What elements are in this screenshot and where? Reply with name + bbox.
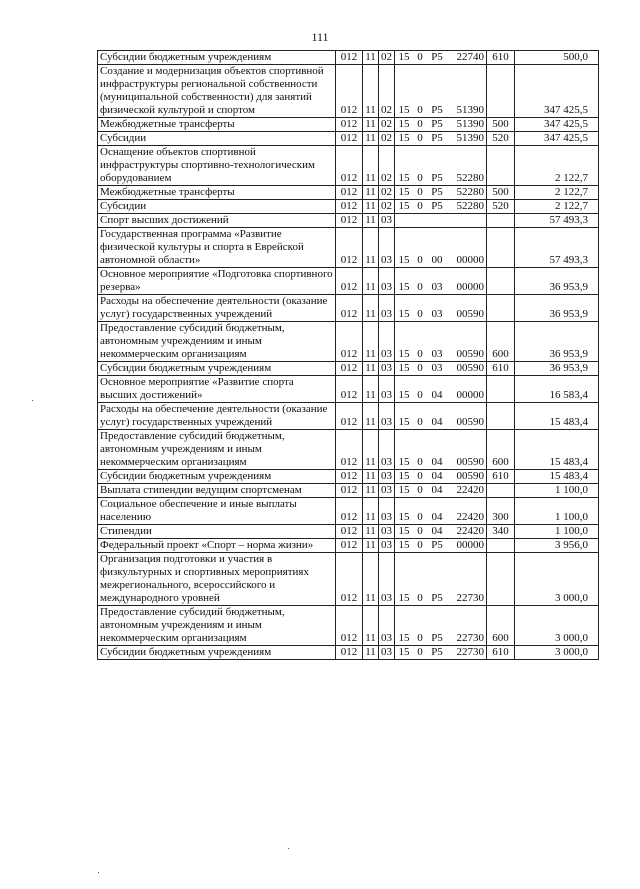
admin-code-cell: 012: [336, 403, 363, 430]
subsection-code-cell: 03: [379, 362, 395, 376]
target-article-part: 15: [398, 632, 410, 644]
target-article-part: 0: [417, 456, 423, 468]
subsection-code-cell: 02: [379, 132, 395, 146]
target-article-part: 15: [398, 200, 410, 212]
expense-type-cell: 300: [487, 498, 515, 525]
admin-code-cell: 012: [336, 606, 363, 646]
target-article-part: 22420: [456, 525, 484, 537]
expense-type-cell: 520: [487, 200, 515, 214]
table-row: [98, 295, 599, 322]
target-article-cell: [395, 606, 487, 646]
target-article-part: 22740: [456, 51, 484, 63]
expense-type-cell: [487, 403, 515, 430]
target-article-part: 52280: [456, 186, 484, 198]
target-article-part: 15: [398, 539, 410, 551]
target-article-part: 00000: [456, 389, 484, 401]
target-article-cell: [395, 214, 487, 228]
target-article-part: 15: [398, 525, 410, 537]
target-article-part: 0: [417, 132, 423, 144]
section-code-cell: 11: [363, 146, 379, 186]
target-article-part: 00000: [456, 254, 484, 266]
expense-name-cell: Создание и модернизация объектов спортивной инфраструктуры региональной собственности (муниципальной собственности) для занятий физической культурой и спортом: [98, 65, 336, 118]
subsection-code-cell: 03: [379, 484, 395, 498]
target-article-cell: [395, 403, 487, 430]
target-article-cell: [395, 132, 487, 146]
expense-type-cell: [487, 214, 515, 228]
expense-type-cell: [487, 65, 515, 118]
target-article-part: 22730: [456, 592, 484, 604]
amount-cell: 36 953,9: [515, 268, 599, 295]
target-article-part: 0: [417, 281, 423, 293]
target-article-part: 04: [431, 470, 443, 482]
target-article-cell: [395, 376, 487, 403]
expense-name-cell: Расходы на обеспечение деятельности (оказание услуг) государственных учреждений: [98, 295, 336, 322]
section-code-cell: 11: [363, 186, 379, 200]
subsection-code-cell: 03: [379, 268, 395, 295]
subsection-code-cell: 02: [379, 65, 395, 118]
subsection-code-cell: 03: [379, 606, 395, 646]
target-article-part: 03: [431, 308, 443, 320]
table-row: [98, 132, 599, 146]
admin-code-cell: 012: [336, 146, 363, 186]
target-article-part: 15: [398, 456, 410, 468]
expense-name-cell: Субсидии бюджетным учреждениям: [98, 646, 336, 660]
table-row: [98, 118, 599, 132]
target-article-part: 00590: [456, 416, 484, 428]
target-article-part: 15: [398, 308, 410, 320]
subsection-code-cell: 02: [379, 186, 395, 200]
target-article-part: 51390: [456, 118, 484, 130]
expense-type-cell: 600: [487, 430, 515, 470]
target-article-part: 15: [398, 646, 410, 658]
amount-cell: 3 000,0: [515, 553, 599, 606]
expense-type-cell: [487, 146, 515, 186]
target-article-cell: [395, 228, 487, 268]
target-article-part: 0: [417, 511, 423, 523]
target-article-part: 0: [417, 592, 423, 604]
table-row: [98, 606, 599, 646]
target-article-part: 03: [431, 362, 443, 374]
admin-code-cell: 012: [336, 65, 363, 118]
admin-code-cell: 012: [336, 295, 363, 322]
admin-code-cell: 012: [336, 118, 363, 132]
target-article-part: 00590: [456, 308, 484, 320]
amount-cell: 57 493,3: [515, 228, 599, 268]
amount-cell: 347 425,5: [515, 132, 599, 146]
expense-name-cell: Предоставление субсидий бюджетным, автономным учреждениям и иным некоммерческим организациям: [98, 322, 336, 362]
section-code-cell: 11: [363, 484, 379, 498]
target-article-part: 0: [417, 51, 423, 63]
target-article-part: 0: [417, 539, 423, 551]
table-row: [98, 200, 599, 214]
admin-code-cell: 012: [336, 470, 363, 484]
table-row: [98, 403, 599, 430]
admin-code-cell: 012: [336, 200, 363, 214]
expense-name-cell: Субсидии: [98, 200, 336, 214]
target-article-cell: [395, 646, 487, 660]
amount-cell: 15 483,4: [515, 470, 599, 484]
table-row: [98, 646, 599, 660]
section-code-cell: 11: [363, 65, 379, 118]
target-article-part: 0: [417, 254, 423, 266]
amount-cell: 347 425,5: [515, 65, 599, 118]
amount-cell: 3 000,0: [515, 646, 599, 660]
amount-cell: 347 425,5: [515, 118, 599, 132]
section-code-cell: 11: [363, 539, 379, 553]
expense-name-cell: Субсидии бюджетным учреждениям: [98, 362, 336, 376]
expense-name-cell: Субсидии бюджетным учреждениям: [98, 470, 336, 484]
target-article-part: 0: [417, 200, 423, 212]
expense-type-cell: 520: [487, 132, 515, 146]
target-article-part: 0: [417, 416, 423, 428]
subsection-code-cell: 03: [379, 498, 395, 525]
admin-code-cell: 012: [336, 646, 363, 660]
target-article-part: 03: [431, 281, 443, 293]
target-article-part: P5: [431, 646, 443, 658]
target-article-part: 00: [431, 254, 443, 266]
section-code-cell: 11: [363, 214, 379, 228]
amount-cell: 1 100,0: [515, 525, 599, 539]
section-code-cell: 11: [363, 498, 379, 525]
section-code-cell: 11: [363, 200, 379, 214]
admin-code-cell: 012: [336, 376, 363, 403]
target-article-part: 22420: [456, 484, 484, 496]
target-article-part: 15: [398, 51, 410, 63]
target-article-part: 00000: [456, 539, 484, 551]
expense-type-cell: 610: [487, 470, 515, 484]
scan-speck: [98, 872, 99, 873]
expense-type-cell: [487, 484, 515, 498]
target-article-part: 04: [431, 456, 443, 468]
target-article-cell: [395, 430, 487, 470]
admin-code-cell: 012: [336, 498, 363, 525]
expense-name-cell: Расходы на обеспечение деятельности (оказание услуг) государственных учреждений: [98, 403, 336, 430]
target-article-part: 00590: [456, 348, 484, 360]
expense-name-cell: Социальное обеспечение и иные выплаты населению: [98, 498, 336, 525]
target-article-cell: [395, 51, 487, 65]
target-article-part: 15: [398, 416, 410, 428]
table-row: [98, 525, 599, 539]
target-article-cell: [395, 553, 487, 606]
target-article-part: 15: [398, 118, 410, 130]
target-article-part: P5: [431, 51, 443, 63]
subsection-code-cell: 03: [379, 228, 395, 268]
admin-code-cell: 012: [336, 214, 363, 228]
table-row: [98, 553, 599, 606]
target-article-part: 0: [417, 104, 423, 116]
subsection-code-cell: 02: [379, 51, 395, 65]
expense-name-cell: Стипендии: [98, 525, 336, 539]
target-article-part: P5: [431, 104, 443, 116]
expense-type-cell: [487, 553, 515, 606]
table-row: [98, 268, 599, 295]
target-article-cell: [395, 539, 487, 553]
expense-name-cell: Субсидии бюджетным учреждениям: [98, 51, 336, 65]
target-article-part: 15: [398, 389, 410, 401]
table-row: [98, 376, 599, 403]
table-row: [98, 362, 599, 376]
scan-speck: [32, 400, 33, 401]
subsection-code-cell: 03: [379, 539, 395, 553]
section-code-cell: 11: [363, 376, 379, 403]
target-article-part: 04: [431, 511, 443, 523]
expense-name-cell: Оснащение объектов спортивной инфраструктуры спортивно-технологическим оборудованием: [98, 146, 336, 186]
target-article-part: 15: [398, 470, 410, 482]
target-article-cell: [395, 322, 487, 362]
admin-code-cell: 012: [336, 268, 363, 295]
target-article-cell: [395, 295, 487, 322]
budget-table: [97, 50, 599, 660]
target-article-part: 0: [417, 484, 423, 496]
expense-name-cell: Основное мероприятие «Подготовка спортивного резерва»: [98, 268, 336, 295]
expense-type-cell: 610: [487, 646, 515, 660]
target-article-part: 15: [398, 484, 410, 496]
target-article-part: 15: [398, 172, 410, 184]
section-code-cell: 11: [363, 322, 379, 362]
target-article-part: 0: [417, 389, 423, 401]
expense-type-cell: [487, 539, 515, 553]
expense-name-cell: Спорт высших достижений: [98, 214, 336, 228]
target-article-cell: [395, 200, 487, 214]
target-article-part: 04: [431, 525, 443, 537]
target-article-part: 15: [398, 132, 410, 144]
amount-cell: 15 483,4: [515, 430, 599, 470]
expense-type-cell: 600: [487, 606, 515, 646]
subsection-code-cell: 02: [379, 200, 395, 214]
section-code-cell: 11: [363, 295, 379, 322]
expense-type-cell: [487, 376, 515, 403]
subsection-code-cell: 03: [379, 403, 395, 430]
admin-code-cell: 012: [336, 525, 363, 539]
target-article-cell: [395, 186, 487, 200]
target-article-part: 00590: [456, 456, 484, 468]
target-article-part: 22730: [456, 646, 484, 658]
admin-code-cell: 012: [336, 553, 363, 606]
expense-name-cell: Организация подготовки и участия в физкультурных и спортивных мероприятиях межрегионального, всероссийского и международного уровней: [98, 553, 336, 606]
expense-name-cell: Предоставление субсидий бюджетным, автономным учреждениям и иным некоммерческим организациям: [98, 430, 336, 470]
admin-code-cell: 012: [336, 362, 363, 376]
target-article-part: 51390: [456, 104, 484, 116]
admin-code-cell: 012: [336, 228, 363, 268]
target-article-part: 52280: [456, 172, 484, 184]
expense-type-cell: 610: [487, 362, 515, 376]
expense-name-cell: Выплата стипендии ведущим спортсменам: [98, 484, 336, 498]
target-article-part: P5: [431, 172, 443, 184]
target-article-cell: [395, 470, 487, 484]
table-row: [98, 322, 599, 362]
admin-code-cell: 012: [336, 186, 363, 200]
subsection-code-cell: 02: [379, 146, 395, 186]
target-article-part: 15: [398, 592, 410, 604]
target-article-part: 00590: [456, 470, 484, 482]
expense-type-cell: 610: [487, 51, 515, 65]
table-row: [98, 214, 599, 228]
target-article-cell: [395, 484, 487, 498]
target-article-part: 0: [417, 118, 423, 130]
expense-type-cell: 340: [487, 525, 515, 539]
target-article-part: 04: [431, 416, 443, 428]
target-article-part: 15: [398, 254, 410, 266]
target-article-cell: [395, 65, 487, 118]
target-article-part: 15: [398, 348, 410, 360]
subsection-code-cell: 03: [379, 553, 395, 606]
expense-name-cell: Государственная программа «Развитие физической культуры и спорта в Еврейской автономной области»: [98, 228, 336, 268]
expense-type-cell: [487, 228, 515, 268]
amount-cell: 36 953,9: [515, 362, 599, 376]
target-article-part: 51390: [456, 132, 484, 144]
expense-name-cell: Межбюджетные трансферты: [98, 118, 336, 132]
scan-speck: [288, 848, 289, 849]
target-article-part: 0: [417, 362, 423, 374]
section-code-cell: 11: [363, 470, 379, 484]
page-number: 111: [311, 30, 329, 44]
target-article-part: P5: [431, 539, 443, 551]
section-code-cell: 11: [363, 430, 379, 470]
table-row: [98, 470, 599, 484]
admin-code-cell: 012: [336, 51, 363, 65]
target-article-part: 0: [417, 348, 423, 360]
section-code-cell: 11: [363, 606, 379, 646]
section-code-cell: 11: [363, 403, 379, 430]
target-article-part: 00000: [456, 281, 484, 293]
amount-cell: 500,0: [515, 51, 599, 65]
amount-cell: 15 483,4: [515, 403, 599, 430]
target-article-cell: [395, 146, 487, 186]
section-code-cell: 11: [363, 228, 379, 268]
subsection-code-cell: 03: [379, 525, 395, 539]
target-article-cell: [395, 118, 487, 132]
target-article-part: 15: [398, 186, 410, 198]
table-row: [98, 228, 599, 268]
target-article-part: P5: [431, 632, 443, 644]
amount-cell: 36 953,9: [515, 322, 599, 362]
amount-cell: 3 956,0: [515, 539, 599, 553]
target-article-part: 52280: [456, 200, 484, 212]
admin-code-cell: 012: [336, 430, 363, 470]
subsection-code-cell: 03: [379, 646, 395, 660]
table-row: [98, 51, 599, 65]
target-article-cell: [395, 362, 487, 376]
subsection-code-cell: 03: [379, 376, 395, 403]
subsection-code-cell: 03: [379, 470, 395, 484]
target-article-part: 0: [417, 646, 423, 658]
target-article-part: 22420: [456, 511, 484, 523]
amount-cell: 36 953,9: [515, 295, 599, 322]
expense-name-cell: Субсидии: [98, 132, 336, 146]
amount-cell: 3 000,0: [515, 606, 599, 646]
target-article-part: 0: [417, 525, 423, 537]
expense-name-cell: Межбюджетные трансферты: [98, 186, 336, 200]
target-article-part: P5: [431, 592, 443, 604]
amount-cell: 2 122,7: [515, 186, 599, 200]
target-article-part: 15: [398, 104, 410, 116]
amount-cell: 2 122,7: [515, 146, 599, 186]
target-article-cell: [395, 525, 487, 539]
table-row: [98, 539, 599, 553]
target-article-part: 0: [417, 186, 423, 198]
table-row: [98, 498, 599, 525]
expense-type-cell: 600: [487, 322, 515, 362]
target-article-part: 0: [417, 172, 423, 184]
amount-cell: 16 583,4: [515, 376, 599, 403]
admin-code-cell: 012: [336, 132, 363, 146]
table-row: [98, 186, 599, 200]
target-article-part: P5: [431, 118, 443, 130]
table-row: [98, 65, 599, 118]
target-article-cell: [395, 498, 487, 525]
target-article-part: 03: [431, 348, 443, 360]
target-article-part: 15: [398, 362, 410, 374]
target-article-part: 04: [431, 389, 443, 401]
table-row: [98, 146, 599, 186]
expense-name-cell: Основное мероприятие «Развитие спорта высших достижений»: [98, 376, 336, 403]
target-article-part: 15: [398, 281, 410, 293]
subsection-code-cell: 03: [379, 430, 395, 470]
subsection-code-cell: 03: [379, 322, 395, 362]
admin-code-cell: 012: [336, 484, 363, 498]
subsection-code-cell: 03: [379, 214, 395, 228]
section-code-cell: 11: [363, 118, 379, 132]
target-article-part: 04: [431, 484, 443, 496]
expense-name-cell: Предоставление субсидий бюджетным, автономным учреждениям и иным некоммерческим организациям: [98, 606, 336, 646]
admin-code-cell: 012: [336, 539, 363, 553]
amount-cell: 57 493,3: [515, 214, 599, 228]
amount-cell: 1 100,0: [515, 484, 599, 498]
expense-type-cell: [487, 295, 515, 322]
expense-name-cell: Федеральный проект «Спорт – норма жизни»: [98, 539, 336, 553]
expense-type-cell: 500: [487, 186, 515, 200]
amount-cell: 2 122,7: [515, 200, 599, 214]
target-article-part: 0: [417, 632, 423, 644]
target-article-part: P5: [431, 200, 443, 212]
section-code-cell: 11: [363, 132, 379, 146]
target-article-part: 00590: [456, 362, 484, 374]
subsection-code-cell: 03: [379, 295, 395, 322]
expense-type-cell: 500: [487, 118, 515, 132]
table-row: [98, 430, 599, 470]
section-code-cell: 11: [363, 362, 379, 376]
target-article-part: 0: [417, 470, 423, 482]
section-code-cell: 11: [363, 51, 379, 65]
section-code-cell: 11: [363, 525, 379, 539]
subsection-code-cell: 02: [379, 118, 395, 132]
target-article-part: 15: [398, 511, 410, 523]
target-article-part: 0: [417, 308, 423, 320]
expense-type-cell: [487, 268, 515, 295]
target-article-cell: [395, 268, 487, 295]
amount-cell: 1 100,0: [515, 498, 599, 525]
section-code-cell: 11: [363, 646, 379, 660]
target-article-part: P5: [431, 132, 443, 144]
admin-code-cell: 012: [336, 322, 363, 362]
budget-table-body: [98, 51, 599, 660]
target-article-part: 22730: [456, 632, 484, 644]
section-code-cell: 11: [363, 553, 379, 606]
table-row: [98, 484, 599, 498]
target-article-part: P5: [431, 186, 443, 198]
section-code-cell: 11: [363, 268, 379, 295]
